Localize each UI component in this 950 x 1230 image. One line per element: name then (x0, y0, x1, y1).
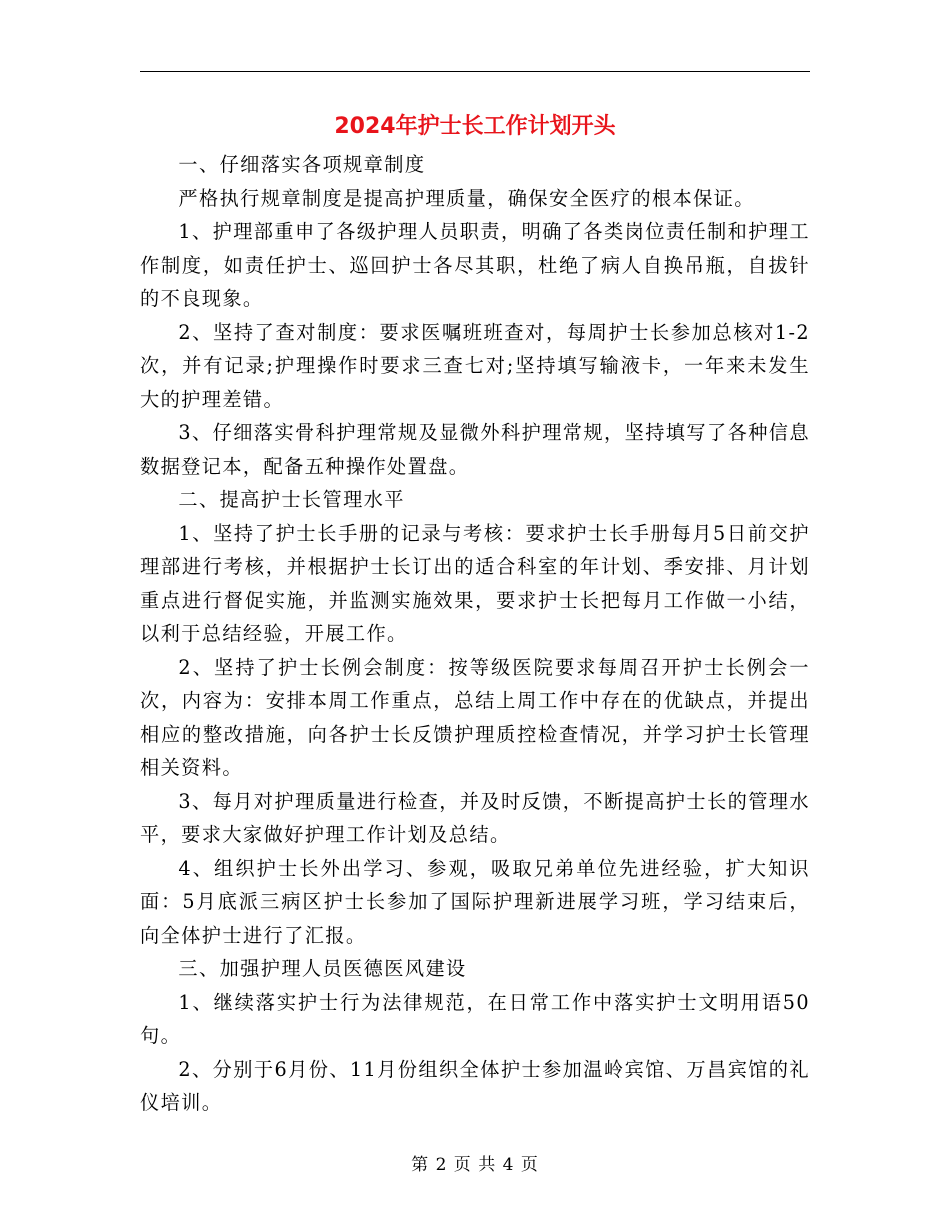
page-number: 第 2 页 共 4 页 (411, 1155, 539, 1175)
paragraph: 2、分别于6月份、11月份组织全体护士参加温岭宾馆、万昌宾馆的礼仪培训。 (140, 1057, 810, 1114)
paragraph: 1、护理部重申了各级护理人员职责，明确了各类岗位责任制和护理工作制度，如责任护士、巡回护士各尽其职，杜绝了病人自换吊瓶，自拔针的不良现象。 (140, 220, 810, 310)
document-title: 2024年护士长工作计划开头 (334, 114, 616, 139)
paragraph: 2、坚持了护士长例会制度：按等级医院要求每周召开护士长例会一次，内容为：安排本周工作重点，总结上周工作中存在的优缺点，并提出相应的整改措施，向各护士长反馈护理质控检查情况，并学习护士长管理相关资料。 (140, 655, 810, 779)
paragraph: 3、仔细落实骨科护理常规及显微外科护理常规，坚持填写了各种信息数据登记本，配备五种操作处置盘。 (140, 421, 810, 478)
paragraph: 严格执行规章制度是提高护理质量，确保安全医疗的根本保证。 (178, 186, 755, 210)
paragraph: 4、组织护士长外出学习、参观，吸取兄弟单位先进经验，扩大知识面：5月底派三病区护士长参加了国际护理新进展学习班，学习结束后，向全体护士进行了汇报。 (140, 856, 810, 947)
document-body (140, 148, 810, 1120)
section-heading-3: 三、加强护理人员医德医风建设 (178, 957, 467, 980)
section-heading-2: 二、提高护士长管理水平 (178, 488, 405, 511)
paragraph: 1、坚持了护士长手册的记录与考核：要求护士长手册每月5日前交护理部进行考核，并根据护士长订出的适合科室的年计划、季安排、月计划重点进行督促实施，并监测实施效果，要求护士长把每月工作做一小结，以利于总结经验，开展工作。 (140, 521, 810, 645)
header-rule (140, 71, 810, 72)
paragraph: 1、继续落实护士行为法律规范，在日常工作中落实护士文明用语50句。 (140, 990, 810, 1047)
paragraph: 2、坚持了查对制度：要求医嘱班班查对，每周护士长参加总核对1-2次，并有记录;护理操作时要求三查七对;坚持填写输液卡，一年来未发生大的护理差错。 (140, 320, 810, 411)
paragraph: 3、每月对护理质量进行检查，并及时反馈，不断提高护士长的管理水平，要求大家做好护理工作计划及总结。 (140, 789, 810, 846)
section-heading-1: 一、仔细落实各项规章制度 (178, 153, 426, 176)
